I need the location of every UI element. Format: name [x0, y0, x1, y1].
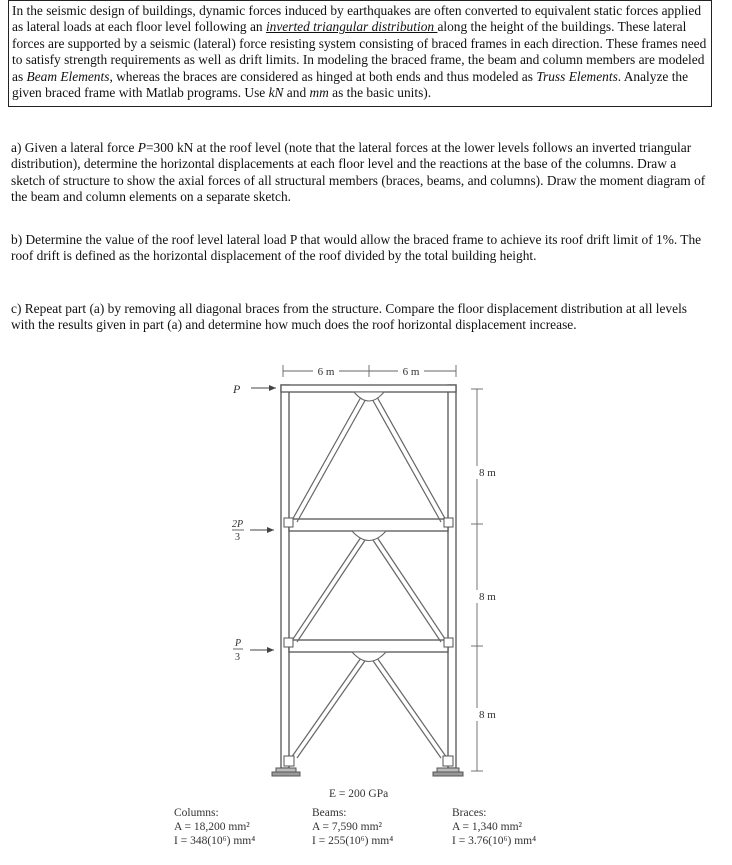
columns-area: A = 18,200 mm² [174, 821, 250, 833]
left-column [281, 385, 289, 768]
inverted-triangular-phrase: inverted triangular distribution [265, 19, 438, 35]
right-column [448, 385, 456, 768]
roof-beam [281, 385, 456, 392]
part-a [8, 140, 714, 206]
brace [297, 397, 367, 522]
brace [377, 658, 447, 758]
brace [291, 397, 361, 522]
lateral-loads [250, 388, 276, 650]
braced-frame-figure [0, 355, 732, 865]
beam-elements-term: Beam Elements [26, 68, 110, 84]
brace-properties [452, 806, 536, 848]
unit-kn: kN [268, 85, 284, 101]
mid-load-numerator: 2P [232, 519, 244, 530]
gusset-plate [352, 652, 386, 662]
beams [281, 385, 456, 652]
columns-inertia: I = 348(10⁶) mm⁴ [174, 835, 256, 847]
brace [371, 658, 441, 758]
beams-title: Beams: [312, 807, 347, 819]
elastic-modulus: E = 200 GPa [329, 788, 389, 800]
story-bottom-label: 8 m [479, 709, 496, 721]
column-properties [174, 806, 255, 848]
problem-statement [8, 0, 712, 333]
span-right-label: 6 m [402, 366, 420, 378]
low-load-numerator: P [235, 638, 242, 649]
span-left-label: 6 m [317, 366, 335, 378]
beam-properties [312, 806, 393, 848]
intro-text-5: and [283, 85, 310, 101]
brace [377, 397, 447, 522]
brace [291, 537, 361, 642]
second-floor-beam [289, 640, 448, 652]
part-c: c) Repeat part (a) by removing all diagonal braces from the structure. Compare the floor displacement distribution at all levels with the results given in part (a) and determine how much does the roof horizontal displacement increase. [11, 301, 687, 333]
right-support [437, 768, 459, 772]
intro-text-4: . Analyze the given braced frame with Matlab programs. Use [12, 68, 689, 101]
braces-area: A = 1,340 mm² [452, 821, 522, 833]
intro-box [8, 0, 712, 107]
brace [297, 658, 367, 758]
roof-load-label: P [233, 382, 241, 396]
third-floor-beam [289, 519, 448, 531]
gusset-plate [354, 392, 384, 401]
span-dimensions [283, 365, 456, 377]
mid-load-denominator: 3 [235, 532, 240, 543]
truss-elements-term: Truss Elements [536, 68, 618, 84]
part-b: b) Determine the value of the roof level lateral load P that would allow the braced frame to achieve its roof drift limit of 1%. The roof drift is defined as the horizontal displacement of the roof divided by the total building height. [11, 232, 702, 264]
left-support [276, 768, 296, 772]
brace [377, 537, 447, 642]
beams-inertia: I = 255(10⁶) mm⁴ [312, 835, 394, 847]
braces-inertia: I = 3.76(10⁶) mm⁴ [452, 835, 537, 847]
brace [297, 537, 367, 642]
braces-title: Braces: [452, 807, 487, 819]
brace [371, 397, 441, 522]
braces [291, 397, 447, 758]
columns [281, 385, 456, 768]
brace [371, 537, 441, 642]
part-a-text: =300 kN at the roof level (note that the lateral forces at the lower levels follows an inverted triangular distribution), determine the horizontal displacements at each floor level and the reactions at the base of the columns. Draw a sketch of structure to show the axial forces of all structural members (braces, beams, and columns). Draw the moment diagram of the beam and column elements on a separate sketch. [11, 140, 706, 205]
brace [291, 658, 361, 758]
low-load-denominator: 3 [235, 652, 240, 663]
part-a-prefix: a) Given a lateral force [11, 140, 138, 155]
beams-area: A = 7,590 mm² [312, 821, 382, 833]
intro-text-6: as the basic units). [328, 85, 432, 101]
columns-title: Columns: [174, 807, 219, 819]
intro-text-1: In the seismic design of buildings, dynamic forces induced by earthquakes are often converted to equivalent static forces applied as lateral loads at each floor level following an [12, 3, 702, 35]
story-top-label: 8 m [479, 467, 496, 479]
intro-text-3: , whereas the braces are considered as hinged at both ends and thus modeled as [109, 68, 537, 84]
intro-text-2: along the height of the buildings. These lateral forces are supported by a seismic (lateral) force resisting system consisting of braced frames in each direction. These frames need to satisfy strength requirements as well as drift limits. In modeling the braced frame, the beam and column members are modeled as [12, 19, 707, 84]
gusset-plate [352, 531, 386, 541]
story-mid-label: 8 m [479, 591, 496, 603]
unit-mm: mm [309, 85, 329, 101]
part-a-force-symbol: P [137, 140, 146, 155]
base-supports [272, 768, 463, 776]
